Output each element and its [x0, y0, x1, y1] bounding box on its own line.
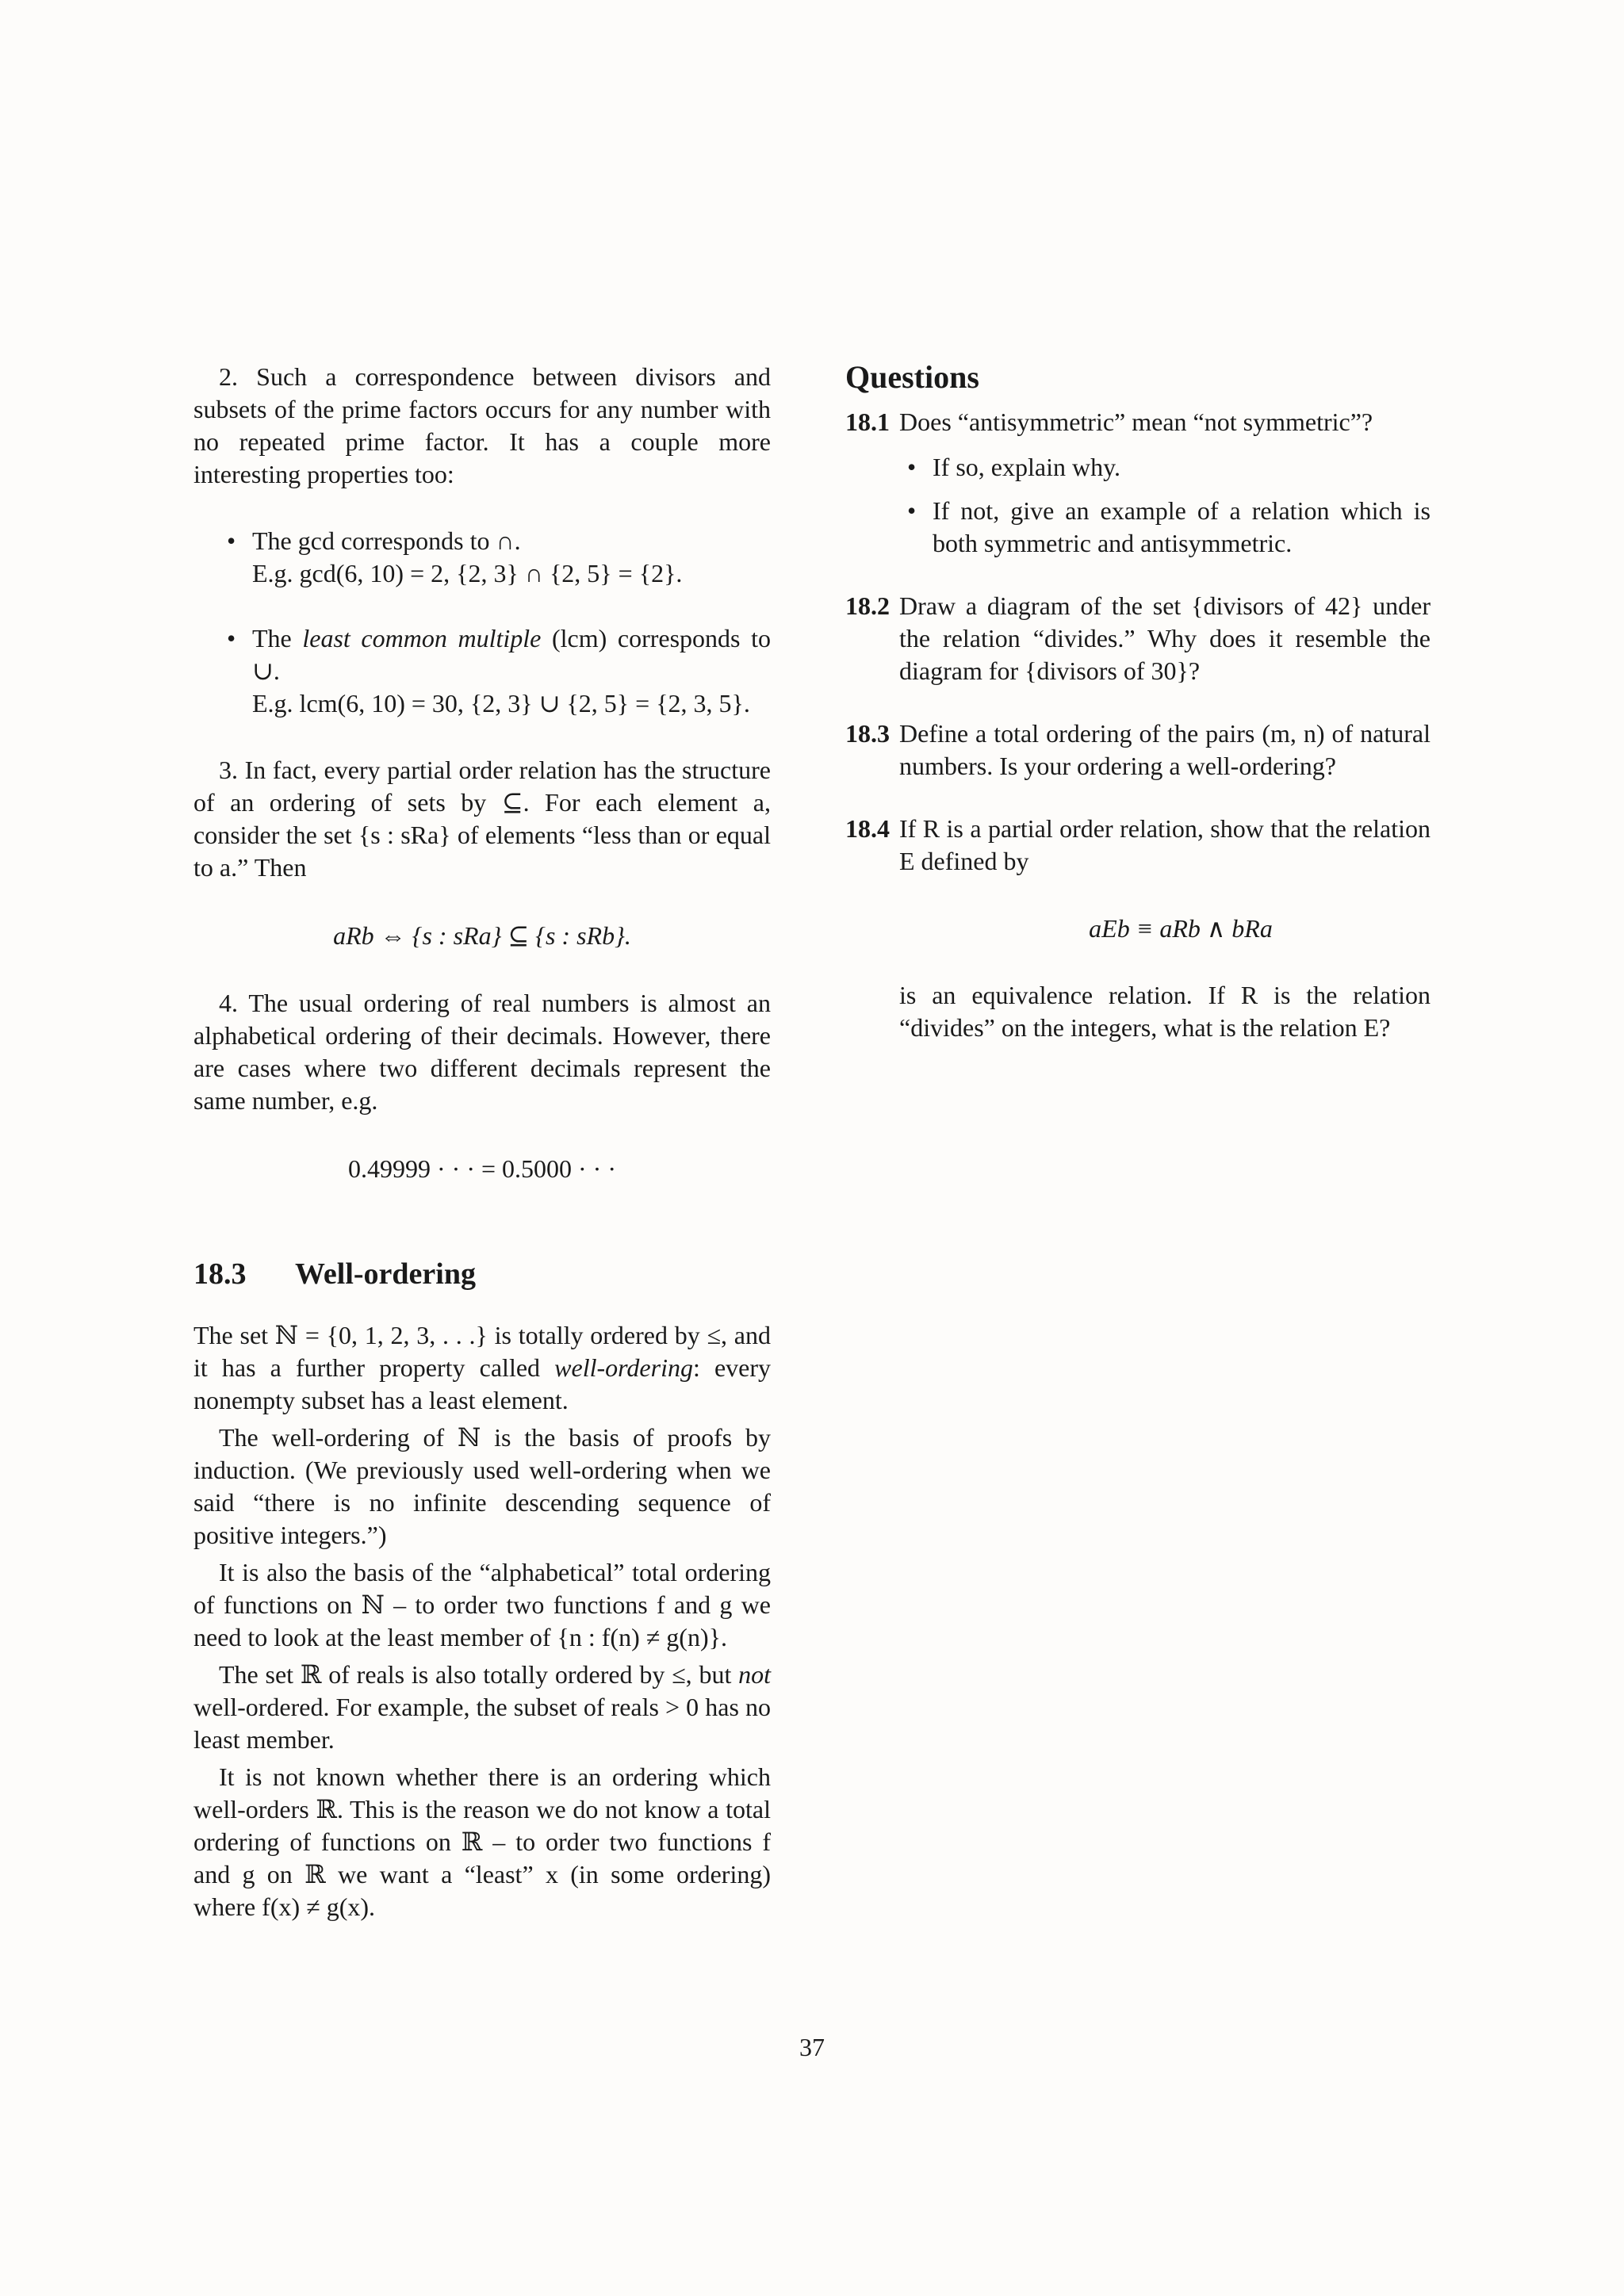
question-text: Does “antisymmetric” mean “not symmetric”? — [899, 408, 1373, 436]
wo-p4-pre: The set ℝ of reals is also totally ordered by ≤, but — [219, 1660, 739, 1689]
equation-subset-order-text: aRb ⇔ {s : sRa} ⊆ {s : sRb}. — [333, 921, 631, 950]
paragraph-2: 2. Such a correspondence between divisors and subsets of the prime factors occurs for any number with no repeated prime factor. It has a couple more interesting properties too: — [193, 362, 771, 488]
section-title: Well-ordering — [295, 1257, 476, 1291]
lcm-term: least common multiple — [302, 624, 542, 652]
paragraph-3: 3. In fact, every partial order relation has the structure of an ordering of sets by ⊆. For each element a, consider the set {s : sRa} of elements “less than or equal to a.” Then — [193, 756, 771, 882]
question-text: Draw a diagram of the set {divisors of 42} under the relation “divides.” Why does it resemble the diagram for {divisors of 30}? — [899, 591, 1431, 685]
paragraph-4: 4. The usual ordering of real numbers is almost an alphabetical ordering of their decimals. However, there are cases where two different decimals represent the same number, e.g. — [193, 989, 771, 1115]
list-item-lcm — [224, 622, 771, 720]
question-text-continued: is an equivalence relation. If R is the relation “divides” on the integers, what is the relation E? — [899, 981, 1431, 1042]
question-number: 18.3 — [845, 719, 890, 748]
not-emphasis: not — [738, 1660, 771, 1689]
well-ordering-paragraph-5: It is not known whether there is an ordering which well-orders ℝ. This is the reason we do not know a total ordering of functions on ℝ – to order two functions f and g on ℝ we want a “least” x (in some ordering) where f(x) ≠ g(x). — [193, 1762, 771, 1921]
right-column — [845, 358, 1431, 1044]
gcd-example: E.g. gcd(6, 10) = 2, {2, 3} ∩ {2, 5} = {2}. — [252, 559, 683, 587]
question-text: Define a total ordering of the pairs (m, n) of natural numbers. Is your ordering a well-ordering? — [899, 719, 1431, 780]
well-ordering-paragraph-1 — [193, 1319, 771, 1417]
list-item: • If so, explain why. — [904, 451, 1431, 484]
list-item-gcd — [224, 525, 771, 590]
question-number: 18.1 — [845, 408, 890, 436]
questions-heading: Questions — [845, 359, 979, 395]
question-text: If R is a partial order relation, show that the relation E defined by — [899, 814, 1431, 875]
section-heading — [193, 1258, 771, 1291]
question-18-1-options — [845, 451, 1431, 560]
equation-equivalence-text: aEb ≡ aRb ∧ bRa — [1089, 914, 1273, 943]
well-ordering-paragraph-2: The well-ordering of ℕ is the basis of proofs by induction. (We previously used well-ordering when we said “there is no infinite descending sequence of positive integers.”) — [193, 1423, 771, 1549]
list-item: • If not, give an example of a relation which is both symmetric and antisymmetric. — [904, 495, 1431, 560]
gcd-lcm-list — [193, 525, 771, 720]
question-18-4 — [845, 813, 1431, 1044]
equation-decimals: 0.49999 · · · = 0.5000 · · · — [348, 1154, 616, 1183]
question-number: 18.2 — [845, 591, 890, 620]
equation-subset-order — [193, 920, 771, 952]
lcm-example: E.g. lcm(6, 10) = 30, {2, 3} ∪ {2, 5} = {2, 3, 5}. — [252, 689, 750, 718]
wo-p4-post: well-ordered. For example, the subset of reals > 0 has no least member. — [193, 1693, 771, 1754]
lcm-title-pre: The — [252, 624, 303, 652]
section-number: 18.3 — [193, 1257, 247, 1291]
well-ordering-term: well-ordering — [554, 1353, 693, 1382]
question-18-3 — [845, 718, 1431, 783]
well-ordering-paragraph-4 — [193, 1659, 771, 1756]
wo-p1-post: : every nonempty subset has a least element. — [193, 1353, 772, 1414]
question-18-2 — [845, 590, 1431, 687]
wo-p1-pre: The set ℕ = {0, 1, 2, 3, . . .} is totally ordered by ≤, and it has a further property called — [193, 1321, 771, 1382]
page-number: 37 — [799, 2033, 825, 2061]
equation-equivalence — [899, 913, 1431, 945]
question-number: 18.4 — [845, 814, 890, 843]
gcd-title: The gcd corresponds to ∩. — [252, 526, 521, 555]
left-column — [193, 361, 771, 1923]
well-ordering-paragraph-3: It is also the basis of the “alphabetical” total ordering of functions on ℕ – to order two functions f and g we need to look at the least member of {n : f(n) ≠ g(n)}. — [193, 1558, 771, 1651]
lcm-title-post: (lcm) corresponds to ∪. — [252, 624, 772, 685]
question-18-1 — [845, 406, 1431, 438]
